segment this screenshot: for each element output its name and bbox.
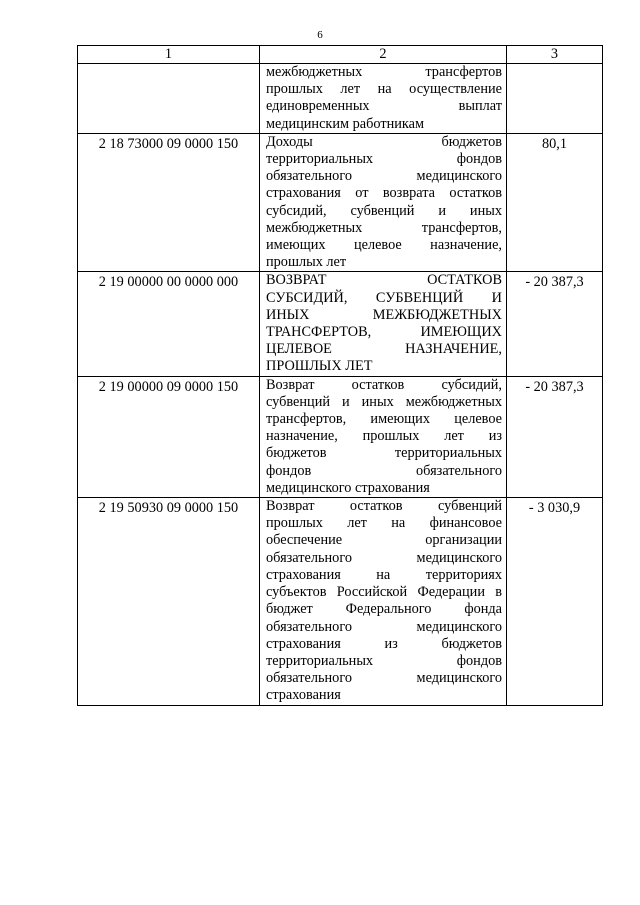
amount-cell: - 20 387,3 <box>507 272 603 376</box>
description-line: территориальных фондов <box>266 652 502 669</box>
description-line: фондов обязательного <box>266 462 502 479</box>
description-line: территориальных фондов <box>266 151 502 168</box>
description-line: межбюджетных трансфертов <box>266 64 502 80</box>
budget-code-cell: 2 19 00000 00 0000 000 <box>78 272 260 376</box>
column-header-1: 1 <box>78 46 260 64</box>
description-cell <box>260 272 507 376</box>
budget-code-cell <box>78 64 260 134</box>
description-line: страхования от возврата остатков <box>266 185 502 202</box>
description-cell <box>260 133 507 272</box>
budget-table <box>77 45 603 706</box>
description-line: Возврат остатков субвенций <box>266 498 502 515</box>
description-line: страхования на территориях <box>266 566 502 583</box>
description-line: обязательного медицинского <box>266 670 502 687</box>
description-line: субвенций и иных межбюджетных <box>266 393 502 410</box>
description-line: обеспечение организации <box>266 532 502 549</box>
page-number: 6 <box>317 29 323 41</box>
amount-cell <box>507 64 603 134</box>
description-line: назначение, прошлых лет из <box>266 428 502 445</box>
description-line: ЦЕЛЕВОЕ НАЗНАЧЕНИЕ, <box>266 341 502 358</box>
description-line: имеющих целевое назначение, <box>266 237 502 254</box>
description-line: обязательного медицинского <box>266 168 502 185</box>
description-line: Возврат остатков субсидий, <box>266 376 502 393</box>
budget-code-cell: 2 19 00000 09 0000 150 <box>78 376 260 497</box>
amount-cell: 80,1 <box>507 133 603 272</box>
description-line: бюджет Федерального фонда <box>266 601 502 618</box>
budget-code-cell: 2 18 73000 09 0000 150 <box>78 133 260 272</box>
description-line: страхования из бюджетов <box>266 635 502 652</box>
description-line: медицинского страхования <box>266 479 430 496</box>
description-line: субъектов Российской Федерации в <box>266 584 502 601</box>
description-line: трансфертов, имеющих целевое <box>266 411 502 428</box>
column-header-2: 2 <box>260 46 507 64</box>
description-cell <box>260 498 507 705</box>
description-line: обязательного медицинского <box>266 618 502 635</box>
description-line: субсидий, субвенций и иных <box>266 202 502 219</box>
description-line: единовременных выплат <box>266 98 502 115</box>
description-line: бюджетов территориальных <box>266 445 502 462</box>
description-line: СУБСИДИЙ, СУБВЕНЦИЙ И <box>266 289 502 306</box>
description-line: ИНЫХ МЕЖБЮДЖЕТНЫХ <box>266 306 502 323</box>
table-row <box>78 64 603 134</box>
description-cell <box>260 376 507 497</box>
description-line: медицинским работникам <box>266 115 425 132</box>
column-header-3: 3 <box>507 46 603 64</box>
description-line: прошлых лет на осуществление <box>266 81 502 98</box>
table-row <box>78 133 603 272</box>
amount-cell: - 20 387,3 <box>507 376 603 497</box>
description-line: ПРОШЛЫХ ЛЕТ <box>266 358 373 375</box>
description-line: прошлых лет на финансовое <box>266 515 502 532</box>
description-cell <box>260 64 507 134</box>
table-row <box>78 376 603 497</box>
description-line: ТРАНСФЕРТОВ, ИМЕЮЩИХ <box>266 324 502 341</box>
description-line: ВОЗВРАТ ОСТАТКОВ <box>266 272 502 289</box>
table-row <box>78 272 603 376</box>
description-line: межбюджетных трансфертов, <box>266 219 502 236</box>
description-line: страхования <box>266 687 341 704</box>
table-row <box>78 498 603 705</box>
description-line: обязательного медицинского <box>266 549 502 566</box>
description-line: прошлых лет <box>266 254 347 271</box>
budget-code-cell: 2 19 50930 09 0000 150 <box>78 498 260 705</box>
description-line: Доходы бюджетов <box>266 133 502 150</box>
table-header-row <box>78 46 603 64</box>
amount-cell: - 3 030,9 <box>507 498 603 705</box>
